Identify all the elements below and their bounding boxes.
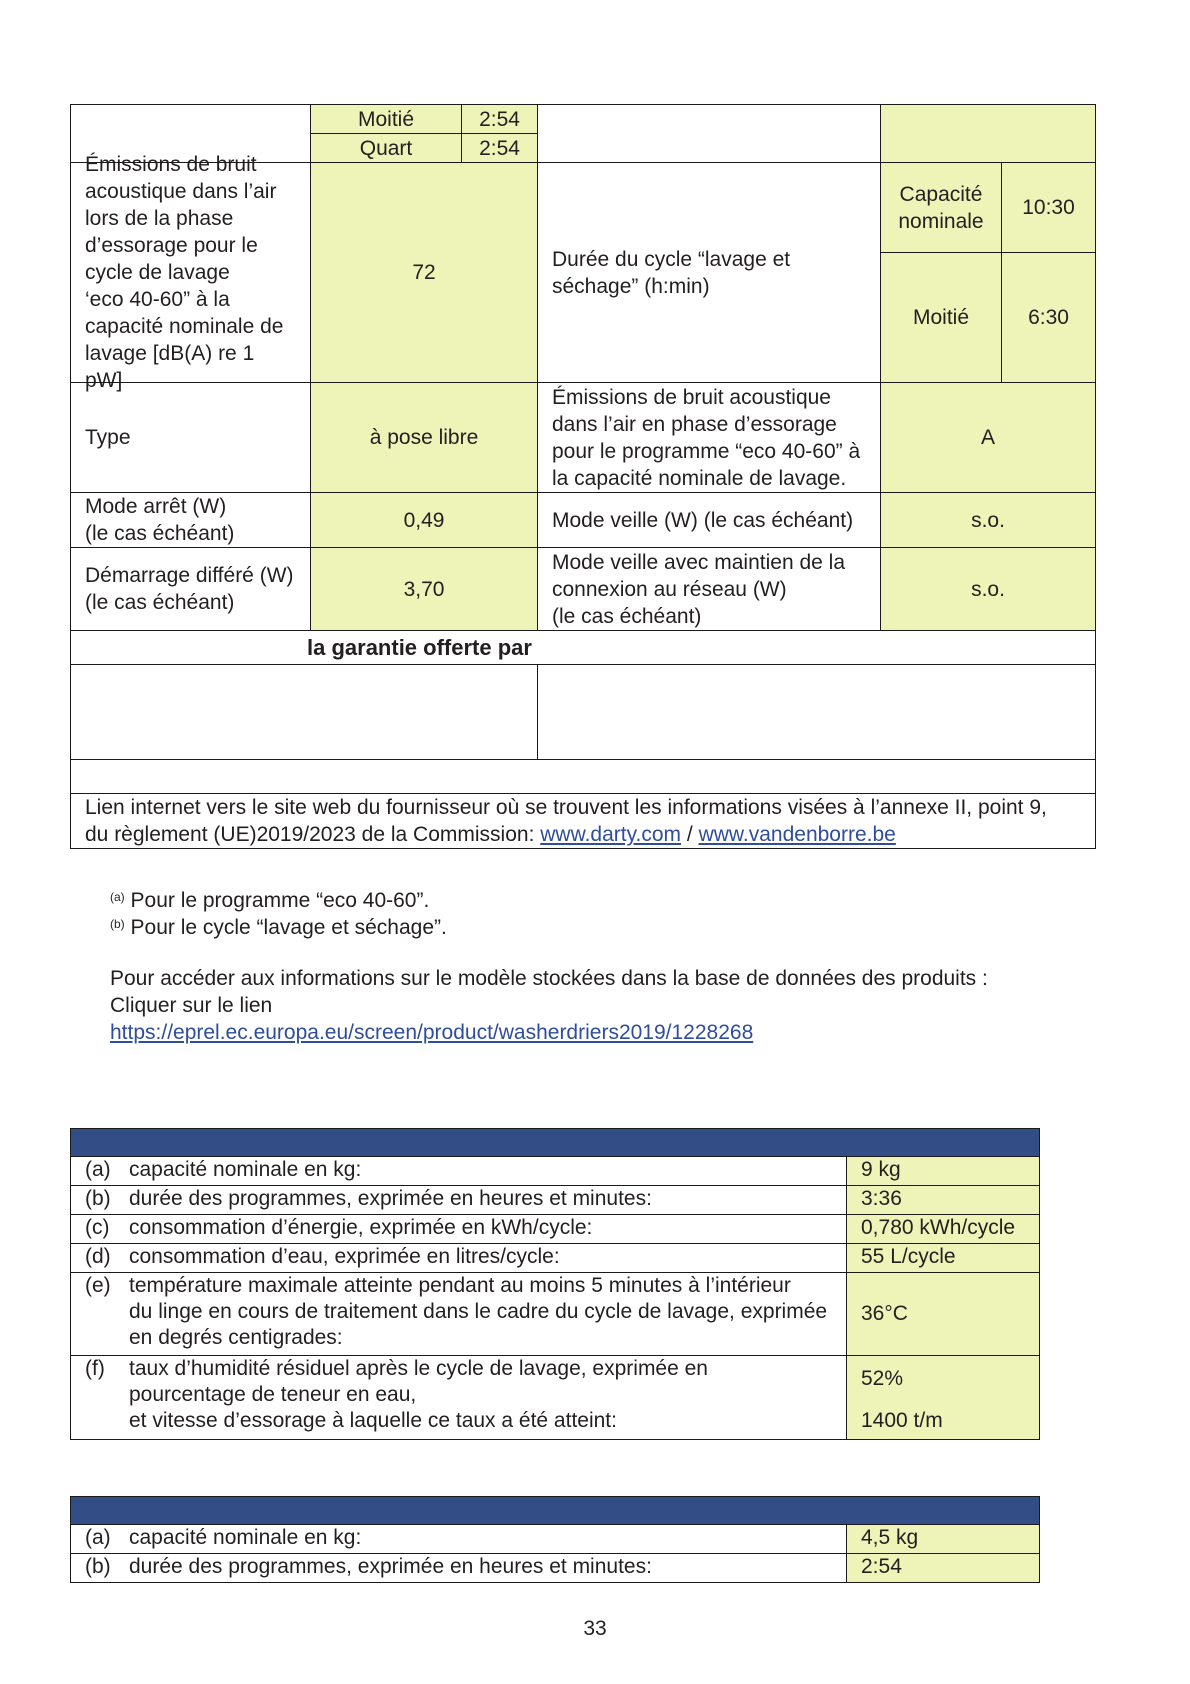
- moitie2-label: Moitié: [880, 252, 1002, 383]
- quart-label: Quart: [310, 133, 462, 163]
- supplier-link-text-2: du règlement (UE)2019/2023 de la Commission: www.darty.com / www.vandenborre.be: [85, 823, 896, 846]
- networked-value: s.o.: [880, 547, 1096, 631]
- guarantee-heading: la garantie offerte par: [307, 635, 532, 660]
- table-row: (c) consommation d’énergie, exprimée en kWh/cycle: 0,780 kWh/cycle: [70, 1215, 1040, 1244]
- delay-label: Démarrage différé (W) (le cas échéant): [70, 547, 311, 631]
- capacite-nominale-label: Capacité nominale: [880, 162, 1002, 253]
- off-mode-label: Mode arrêt (W) (le cas échéant): [70, 492, 311, 548]
- noise-label: Émissions de bruit acoustique dans l’air lors de la phase d’essorage pour le cycle de lavage ‘eco 40-60” à la capacité nominale de lavage [dB(A) re 1 pW]: [70, 162, 311, 383]
- access-text-2: Cliquer sur le lien: [110, 994, 273, 1017]
- empty-cell: [537, 104, 881, 163]
- vandenborre-link[interactable]: www.vandenborre.be: [698, 823, 896, 846]
- moitie-value: 2:54: [461, 104, 538, 134]
- supplier-link-cell: [70, 793, 1096, 849]
- networked-label: Mode veille avec maintien de la connexion au réseau (W) (le cas échéant): [537, 547, 881, 631]
- guarantee-heading-row: [70, 630, 1096, 665]
- empty-cell: [880, 104, 1096, 163]
- table-row: (a) capacité nominale en kg: 9 kg: [70, 1157, 1040, 1186]
- table-row: (b) durée des programmes, exprimée en heures et minutes: 2:54: [70, 1554, 1040, 1583]
- delay-value: 3,70: [310, 547, 538, 631]
- moitie2-value: 6:30: [1001, 252, 1096, 383]
- table-row: (e) température maximale atteinte pendant au moins 5 minutes à l’intérieur du linge en cours de traitement dans le cadre du cycle de lavage, exprimée en degrés centigrades: 36°C: [70, 1273, 1040, 1356]
- access-text-1: Pour accéder aux informations sur le modèle stockées dans la base de données des produits :: [110, 967, 988, 990]
- footnote-a: $^{(a)}$ Pour le programme “eco 40-60”.: [110, 889, 430, 912]
- eprel-link[interactable]: https://eprel.ec.europa.eu/screen/product/washerdriers2019/1228268: [110, 1021, 754, 1044]
- darty-link[interactable]: www.darty.com: [540, 823, 682, 846]
- noise-class-label: Émissions de bruit acoustique dans l’air en phase d’essorage pour le programme “eco 40-60” à la capacité nominale de lavage.: [537, 382, 881, 493]
- table2-header: [70, 1128, 1040, 1157]
- empty-cell: [537, 664, 1096, 760]
- empty-cell: [70, 664, 538, 760]
- type-value: à pose libre: [310, 382, 538, 493]
- moitie-label: Moitié: [310, 104, 462, 134]
- table3-header: [70, 1496, 1040, 1525]
- standby-label: Mode veille (W) (le cas échéant): [537, 492, 881, 548]
- quart-value: 2:54: [461, 133, 538, 163]
- capacite-nominale-value: 10:30: [1001, 162, 1096, 253]
- cycle-duration-label: Durée du cycle “lavage et séchage” (h:min): [537, 162, 881, 383]
- footnote-b: $^{(b)}$ Pour le cycle “lavage et séchage”.: [110, 916, 447, 939]
- off-mode-value: 0,49: [310, 492, 538, 548]
- noise-class-value: A: [880, 382, 1096, 493]
- table-row: (b) durée des programmes, exprimée en heures et minutes: 3:36: [70, 1186, 1040, 1215]
- noise-value: 72: [310, 162, 538, 383]
- empty-cell: [70, 759, 1096, 794]
- page-number: 33: [583, 1617, 607, 1640]
- table-row: (d) consommation d’eau, exprimée en litres/cycle: 55 L/cycle: [70, 1244, 1040, 1273]
- table-row: (f) taux d’humidité résiduel après le cycle de lavage, exprimée en pourcentage de teneur en eau, et vitesse d’essorage à laquelle ce taux a été atteint: 52% 1400 t/m: [70, 1356, 1040, 1440]
- standby-value: s.o.: [880, 492, 1096, 548]
- supplier-link-text-1: Lien internet vers le site web du fournisseur où se trouvent les informations visées à l’annexe II, point 9,: [85, 796, 1047, 819]
- table-row: (a) capacité nominale en kg: 4,5 kg: [70, 1525, 1040, 1554]
- type-label: Type: [70, 382, 311, 493]
